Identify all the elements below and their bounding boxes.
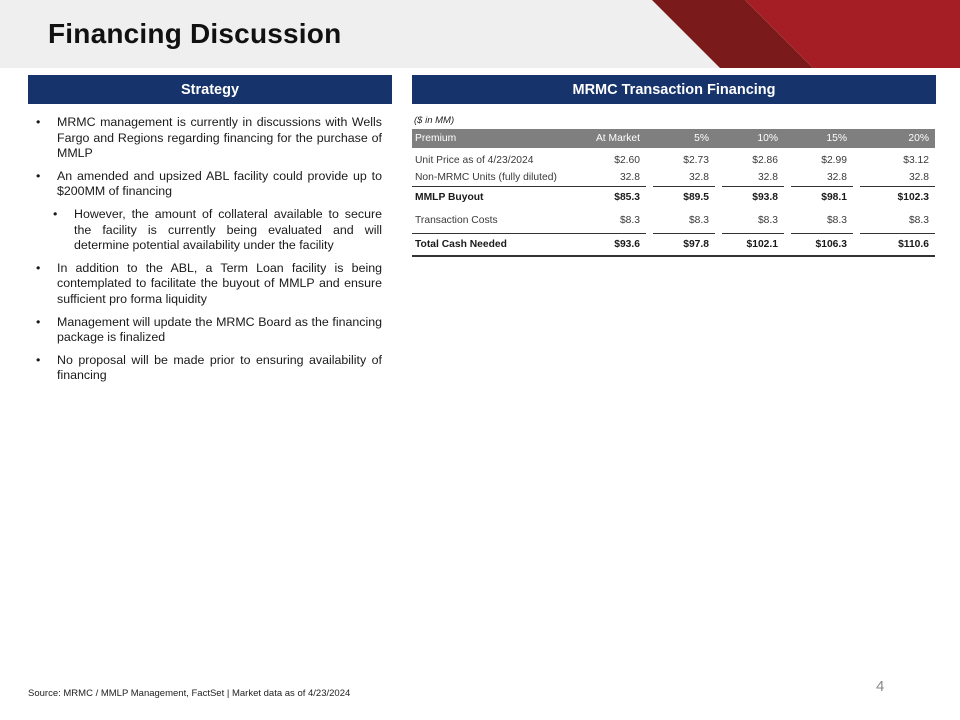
column-header: 10% — [722, 129, 784, 148]
table-row-total: Total Cash Needed $93.6 $97.8 $102.1 $106.3 $110.6 — [412, 233, 935, 256]
column-header: 15% — [791, 129, 853, 148]
column-header: Premium — [412, 129, 582, 148]
strategy-heading: Strategy — [28, 75, 392, 104]
bullet-marker: • — [36, 260, 41, 275]
units-note: ($ in MM) — [414, 115, 455, 126]
table-row-units: Non-MRMC Units (fully diluted) 32.8 32.8 32.8 32.8 32.8 — [415, 172, 929, 183]
bullet-marker: • — [53, 206, 58, 221]
column-header: 5% — [653, 129, 715, 148]
page-title: Financing Discussion — [48, 18, 342, 49]
table-row-unit-price: Unit Price as of 4/23/2024 $2.60 $2.73 $2.86 $2.99 $3.12 — [415, 155, 929, 166]
sub-bullet-item: • However, the amount of collateral available to secure the facility is currently being evaluated and will determine potential availability under the facility — [53, 206, 382, 253]
column-header: 20% — [860, 129, 935, 148]
column-header: At Market — [582, 129, 646, 148]
bullet-marker: • — [36, 314, 41, 329]
bullet-marker: • — [36, 115, 41, 129]
bullet-marker: • — [36, 352, 41, 367]
table-row-buyout: MMLP Buyout $85.3 $89.5 $93.8 $98.1 $102.3 — [412, 187, 935, 209]
financing-heading: MRMC Transaction Financing — [412, 75, 936, 104]
table-row-costs: Transaction Costs $8.3 $8.3 $8.3 $8.3 $8.3 — [415, 214, 929, 226]
strategy-bullet-list — [36, 115, 382, 391]
financing-table — [412, 129, 935, 257]
bullet-item: • MRMC management is currently in discussions with Wells Fargo and Regions regarding financing for the purchase of MMLP — [36, 115, 382, 161]
bullet-marker: • — [36, 168, 41, 183]
table-header-row — [412, 129, 935, 148]
bullet-item: • Management will update the MRMC Board as the financing package is finalized — [36, 314, 382, 345]
source-footnote: Source: MRMC / MMLP Management, FactSet | Market data as of 4/23/2024 — [28, 688, 351, 699]
bullet-item: • In addition to the ABL, a Term Loan facility is being contemplated to facilitate the buyout of MMLP and ensure sufficient pro forma liquidity — [36, 260, 382, 306]
bullet-item: • No proposal will be made prior to ensuring availability of financing — [36, 352, 382, 383]
page-number: 4 — [876, 678, 885, 695]
bullet-item: • An amended and upsized ABL facility could provide up to $200MM of financing — [36, 168, 382, 199]
